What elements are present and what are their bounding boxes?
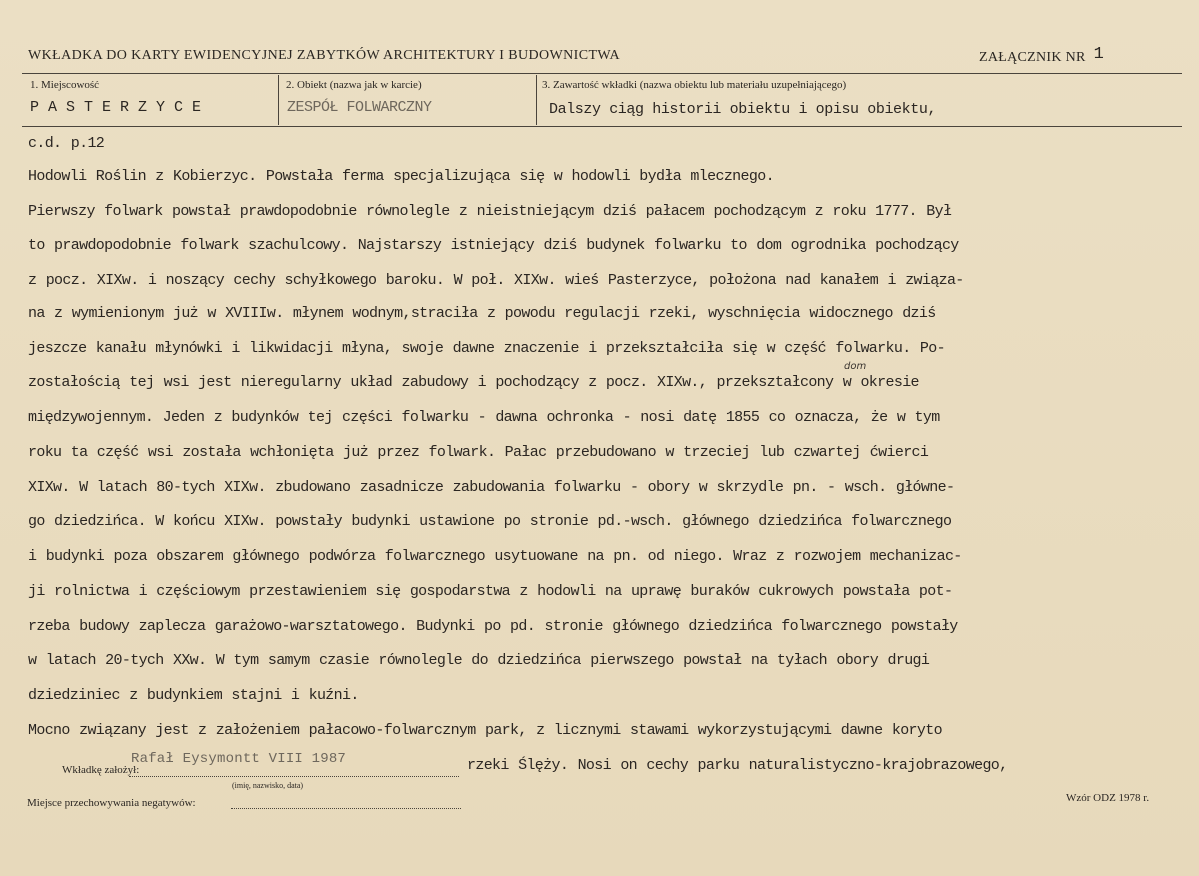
prepared-by-label: Wkładkę założył: xyxy=(62,764,140,776)
body-line: Mocno związany jest z założeniem pałacowo-folwarcznym park, z licznymi stawami wykorzystującymi dawne koryto xyxy=(28,722,942,739)
locality-value: PASTERZYCE xyxy=(30,99,211,116)
body-line: zostałością tej wsi jest nieregularny układ zabudowy i pochodzący z pocz. XIXw., przekształcony w okresie xyxy=(28,374,919,391)
body-line: rzeba budowy zaplecza garażowo-warsztatowego. Budynki po pd. stronie głównego dziedzińca folwarcznego powstały xyxy=(28,618,958,635)
header-rule-top xyxy=(22,73,1182,74)
body-line: roku ta część wsi została wchłonięta już przez folwark. Pałac przebudowano w trzeciej lub czwartej ćwierci xyxy=(28,444,929,461)
prepared-by-caption: (imię, nazwisko, data) xyxy=(232,781,304,790)
content-value: Dalszy ciąg historii obiektu i opisu obiektu, xyxy=(549,101,937,118)
body-line: XIXw. W latach 80-tych XIXw. zbudowano zasadnicze zabudowania folwarku - obory w skrzydle pn. - wsch. główne- xyxy=(28,479,955,496)
prepared-by-value: Rafał Eysymontt VIII 1987 xyxy=(131,751,347,767)
object-label: 2. Obiekt (nazwa jak w karcie) xyxy=(286,79,422,91)
card-title: WKŁADKA DO KARTY EWIDENCYJNEJ ZABYTKÓW ARCHITEKTURY I BUDOWNICTWA xyxy=(28,48,620,63)
body-line: c.d. p.12 xyxy=(28,135,105,152)
body-line: to prawdopodobnie folwark szachulcowy. Najstarszy istniejący dziś budynek folwarku to dom ogrodnika pochodzący xyxy=(28,237,959,254)
attachment-label: ZAŁĄCZNIK NR xyxy=(979,50,1086,65)
body-line: z pocz. XIXw. i noszący cechy schyłkowego baroku. W poł. XIXw. wieś Pasterzyce, położona nad kanałem i związa- xyxy=(28,272,964,289)
attachment-number xyxy=(979,45,1105,67)
handwritten-insertion: dom xyxy=(844,361,867,372)
content-label: 3. Zawartość wkładki (nazwa obiektu lub materiału uzupełniającego) xyxy=(542,79,847,91)
body-line: ji rolnictwa i częściowym przestawieniem się gospodarstwa z hodowli na uprawę buraków cukrowych powstała pot- xyxy=(28,583,953,600)
body-line: międzywojennym. Jeden z budynków tej części folwarku - dawna ochronka - nosi datę 1855 co oznacza, że w tym xyxy=(28,409,940,426)
field-divider-2 xyxy=(536,75,537,125)
body-line: Pierwszy folwark powstał prawdopodobnie równolegle z nieistniejącym dziś pałacem pochodzącym z roku 1777. Był xyxy=(28,203,952,220)
form-code: Wzór ODZ 1978 r. xyxy=(1066,792,1150,804)
attachment-number-value: 1 xyxy=(1093,45,1105,64)
body-line: w latach 20-tych XXw. W tym samym czasie równolegle do dziedzińca pierwszego powstał na tyłach obory drugi xyxy=(28,652,930,669)
body-line: dziedziniec z budynkiem stajni i kuźni. xyxy=(28,687,359,704)
field-divider-1 xyxy=(278,75,279,125)
body-line: go dziedzińca. W końcu XIXw. powstały budynki ustawione po stronie pd.-wsch. głównego dziedzińca folwarcznego xyxy=(28,513,952,530)
body-line: i budynki poza obszarem głównego podwórza folwarcznego usytuowane na pn. od niego. Wraz z rozwojem mechanizac- xyxy=(28,548,962,565)
body-line: Hodowli Roślin z Kobierzyc. Powstała ferma specjalizująca się w hodowli bydła mlecznego. xyxy=(28,168,774,185)
prepared-by-line xyxy=(129,776,459,777)
object-value: ZESPÓŁ FOLWARCZNY xyxy=(287,99,432,116)
negatives-label: Miejsce przechowywania negatywów: xyxy=(27,797,196,809)
body-last-line: rzeki Ślęży. Nosi on cechy parku naturalistyczno-krajobrazowego, xyxy=(467,757,1008,774)
header-rule-bottom xyxy=(22,126,1182,127)
body-line: jeszcze kanału młynówki i likwidacji młyna, swoje dawne znaczenie i przekształciła się w część folwarku. Po- xyxy=(28,340,945,357)
locality-label: 1. Miejscowość xyxy=(30,79,100,91)
body-line: na z wymienionym już w XVIIIw. młynem wodnym,straciła z powodu regulacji rzeki, wyschnięcia widocznego dziś xyxy=(28,305,936,322)
negatives-line xyxy=(231,808,461,809)
